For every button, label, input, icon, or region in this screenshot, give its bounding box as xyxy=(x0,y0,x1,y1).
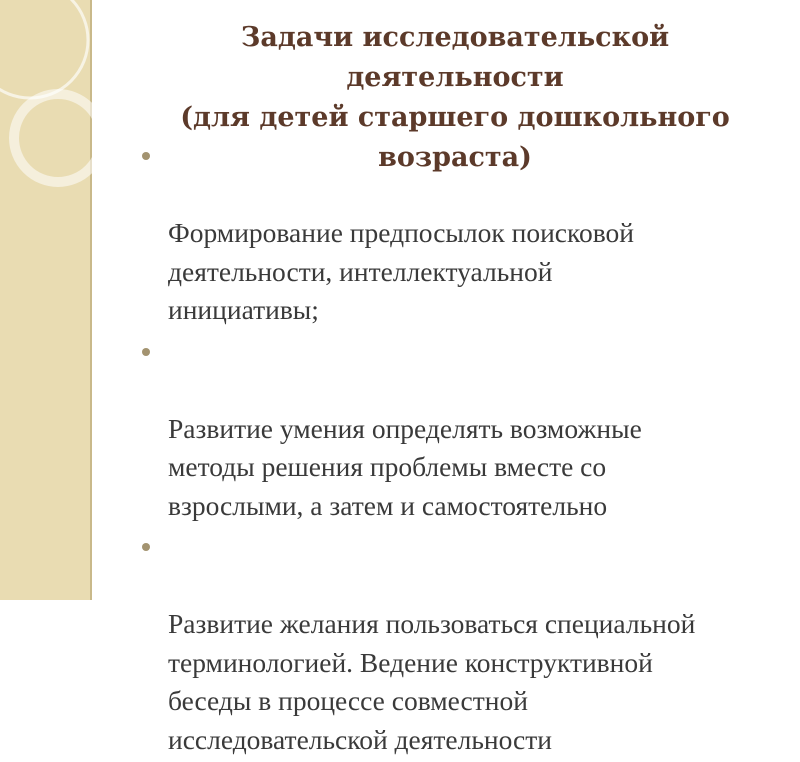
bullet-text: Формирование предпосылок поисковой деятельности, интеллектуальной инициативы; xyxy=(168,217,634,325)
bullet-icon xyxy=(142,348,150,356)
bullet-list xyxy=(142,137,782,762)
bullet-item xyxy=(142,528,782,759)
bullet-item xyxy=(142,333,782,526)
bullet-icon xyxy=(142,152,150,160)
side-panel xyxy=(0,0,90,600)
bullet-text: Развитие желания пользоваться специальной терминологией. Ведение конструктивной беседы в процессе совместной исследовательской деятельности xyxy=(168,608,696,755)
slide-title: Задачи исследовательской деятельности (для детей старшего дошкольного возраста) xyxy=(180,22,730,173)
bullet-text: Развитие умения определять возможные методы решения проблемы вместе со взрослыми, а затем и самостоятельно xyxy=(168,412,642,521)
bullet-item xyxy=(142,137,782,330)
side-divider-line xyxy=(90,0,92,600)
bullet-icon xyxy=(142,543,150,551)
